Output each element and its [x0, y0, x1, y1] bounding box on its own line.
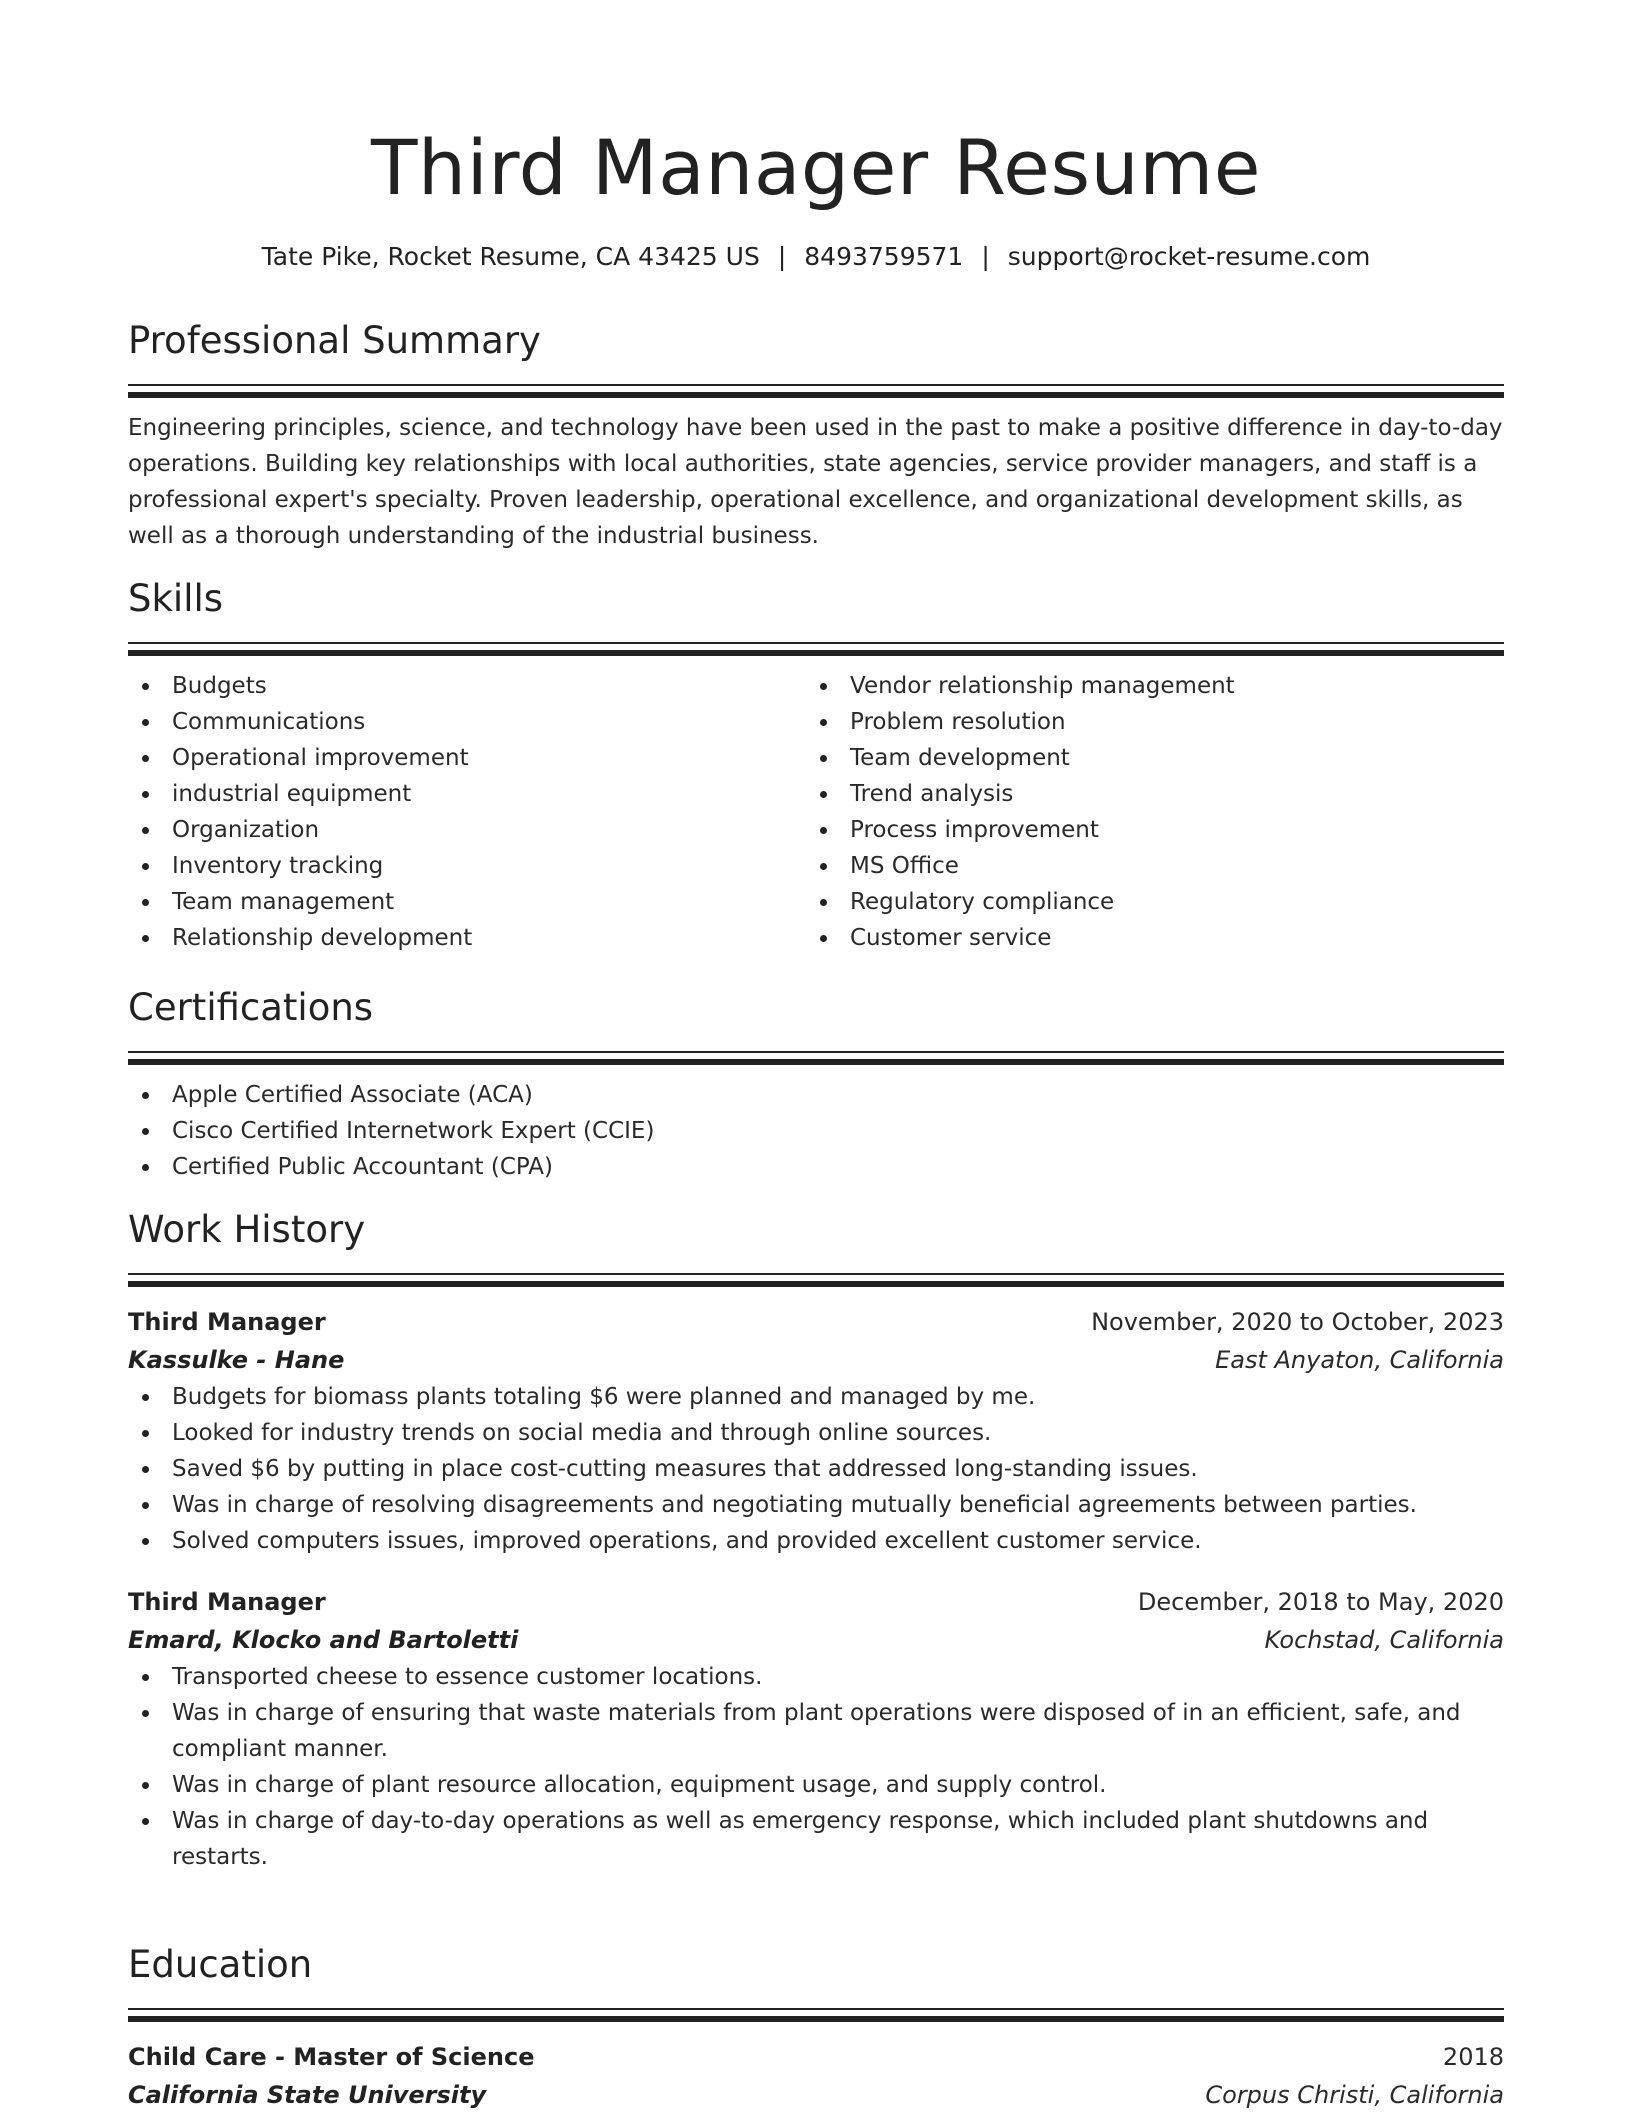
- job-location: East Anyaton, California: [1215, 1346, 1504, 1374]
- section-rule: [128, 392, 1504, 398]
- job-bullet: Was in charge of resolving disagreements and negotiating mutually beneficial agreements between parties.: [128, 1487, 1504, 1523]
- job-bullets: [128, 1379, 1504, 1559]
- job-title: Third Manager: [128, 1588, 326, 1616]
- work-history-section: [128, 1205, 1504, 1875]
- job-bullet: Was in charge of ensuring that waste materials from plant operations were disposed of in an efficient, safe, and compliant manner.: [128, 1695, 1504, 1767]
- skill-item: Vendor relationship management: [806, 668, 1484, 704]
- section-rule: [128, 2016, 1504, 2022]
- section-rule: [128, 1273, 1504, 1275]
- skill-item: Budgets: [128, 668, 806, 704]
- education-school-row: [128, 2076, 1504, 2114]
- education-school: California State University: [128, 2081, 487, 2109]
- skill-item: Organization: [128, 812, 806, 848]
- education-year: 2018: [1442, 2043, 1504, 2071]
- education-degree: Child Care - Master of Science: [128, 2043, 535, 2071]
- job-entry: [128, 1303, 1504, 1559]
- education-section: [128, 1940, 1504, 2114]
- job-entry: [128, 1583, 1504, 1875]
- job-dates: November, 2020 to October, 2023: [1091, 1308, 1504, 1336]
- section-rule: [128, 1059, 1504, 1065]
- job-bullet: Looked for industry trends on social media and through online sources.: [128, 1415, 1504, 1451]
- job-bullet: Was in charge of day-to-day operations as well as emergency response, which included plant shutdowns and restarts.: [128, 1803, 1504, 1875]
- contact-phone: 8493759571: [804, 242, 964, 271]
- section-heading: Education: [128, 1943, 313, 1986]
- contact-separator: |: [777, 242, 787, 271]
- section-heading: Work History: [128, 1208, 366, 1251]
- skill-item: Relationship development: [128, 920, 806, 956]
- skill-item: industrial equipment: [128, 776, 806, 812]
- section-rule: [128, 642, 1504, 644]
- certifications-section: [128, 983, 1504, 1185]
- resume-title: Third Manager Resume: [370, 123, 1261, 212]
- job-location: Kochstad, California: [1264, 1626, 1504, 1654]
- job-company: Emard, Klocko and Bartoletti: [128, 1626, 519, 1654]
- section-heading: Certifications: [128, 986, 374, 1029]
- skills-section: [128, 574, 1504, 956]
- skill-item: Inventory tracking: [128, 848, 806, 884]
- education-entry: [128, 2038, 1504, 2114]
- contact-email: support@rocket-resume.com: [1007, 242, 1371, 271]
- skills-columns: [128, 668, 1504, 956]
- skill-item: Operational improvement: [128, 740, 806, 776]
- skill-item: Team development: [806, 740, 1484, 776]
- summary-text: Engineering principles, science, and technology have been used in the past to make a positive difference in day-to-day operations. Building key relationships with local authorities, state agencies, service provider managers, and staff is a professional expert's specialty. Proven leadership, operational excellence, and organizational development skills, as well as a thorough understanding of the industrial business.: [128, 415, 1503, 549]
- skill-item: Customer service: [806, 920, 1484, 956]
- skill-item: MS Office: [806, 848, 1484, 884]
- job-header-row: [128, 1583, 1504, 1621]
- job-bullet: Solved computers issues, improved operations, and provided excellent customer service.: [128, 1523, 1504, 1559]
- job-company-row: [128, 1341, 1504, 1379]
- job-header-row: [128, 1303, 1504, 1341]
- skill-item: Process improvement: [806, 812, 1484, 848]
- job-bullets: [128, 1659, 1504, 1875]
- skill-item: Team management: [128, 884, 806, 920]
- certification-item: Certified Public Accountant (CPA): [128, 1149, 1504, 1185]
- certification-item: Cisco Certified Internetwork Expert (CCIE): [128, 1113, 1504, 1149]
- section-rule: [128, 650, 1504, 656]
- contact-separator: |: [981, 242, 990, 271]
- section-rule: [128, 384, 1504, 386]
- skill-item: Regulatory compliance: [806, 884, 1484, 920]
- section-heading: Professional Summary: [128, 319, 541, 362]
- summary-section: [128, 316, 1504, 554]
- education-location: Corpus Christi, California: [1205, 2081, 1504, 2109]
- education-header-row: [128, 2038, 1504, 2076]
- contact-line: [128, 240, 1504, 274]
- section-rule: [128, 1051, 1504, 1053]
- section-rule: [128, 1281, 1504, 1287]
- section-rule: [128, 2008, 1504, 2010]
- job-bullet: Saved $6 by putting in place cost-cutting measures that addressed long-standing issues.: [128, 1451, 1504, 1487]
- skill-item: Communications: [128, 704, 806, 740]
- certifications-list: [128, 1077, 1504, 1185]
- skills-column-right: [806, 668, 1484, 956]
- contact-address: Tate Pike, Rocket Resume, CA 43425 US: [261, 242, 760, 271]
- certification-item: Apple Certified Associate (ACA): [128, 1077, 1504, 1113]
- job-dates: December, 2018 to May, 2020: [1137, 1588, 1504, 1616]
- job-company: Kassulke - Hane: [128, 1346, 345, 1374]
- skills-column-left: [128, 668, 806, 956]
- job-bullet: Transported cheese to essence customer locations.: [128, 1659, 1504, 1695]
- skill-item: Trend analysis: [806, 776, 1484, 812]
- resume-page: [128, 0, 1504, 2109]
- skill-item: Problem resolution: [806, 704, 1484, 740]
- job-bullet: Was in charge of plant resource allocation, equipment usage, and supply control.: [128, 1767, 1504, 1803]
- section-heading: Skills: [128, 577, 224, 620]
- job-title: Third Manager: [128, 1308, 326, 1336]
- job-company-row: [128, 1621, 1504, 1659]
- job-bullet: Budgets for biomass plants totaling $6 were planned and managed by me.: [128, 1379, 1504, 1415]
